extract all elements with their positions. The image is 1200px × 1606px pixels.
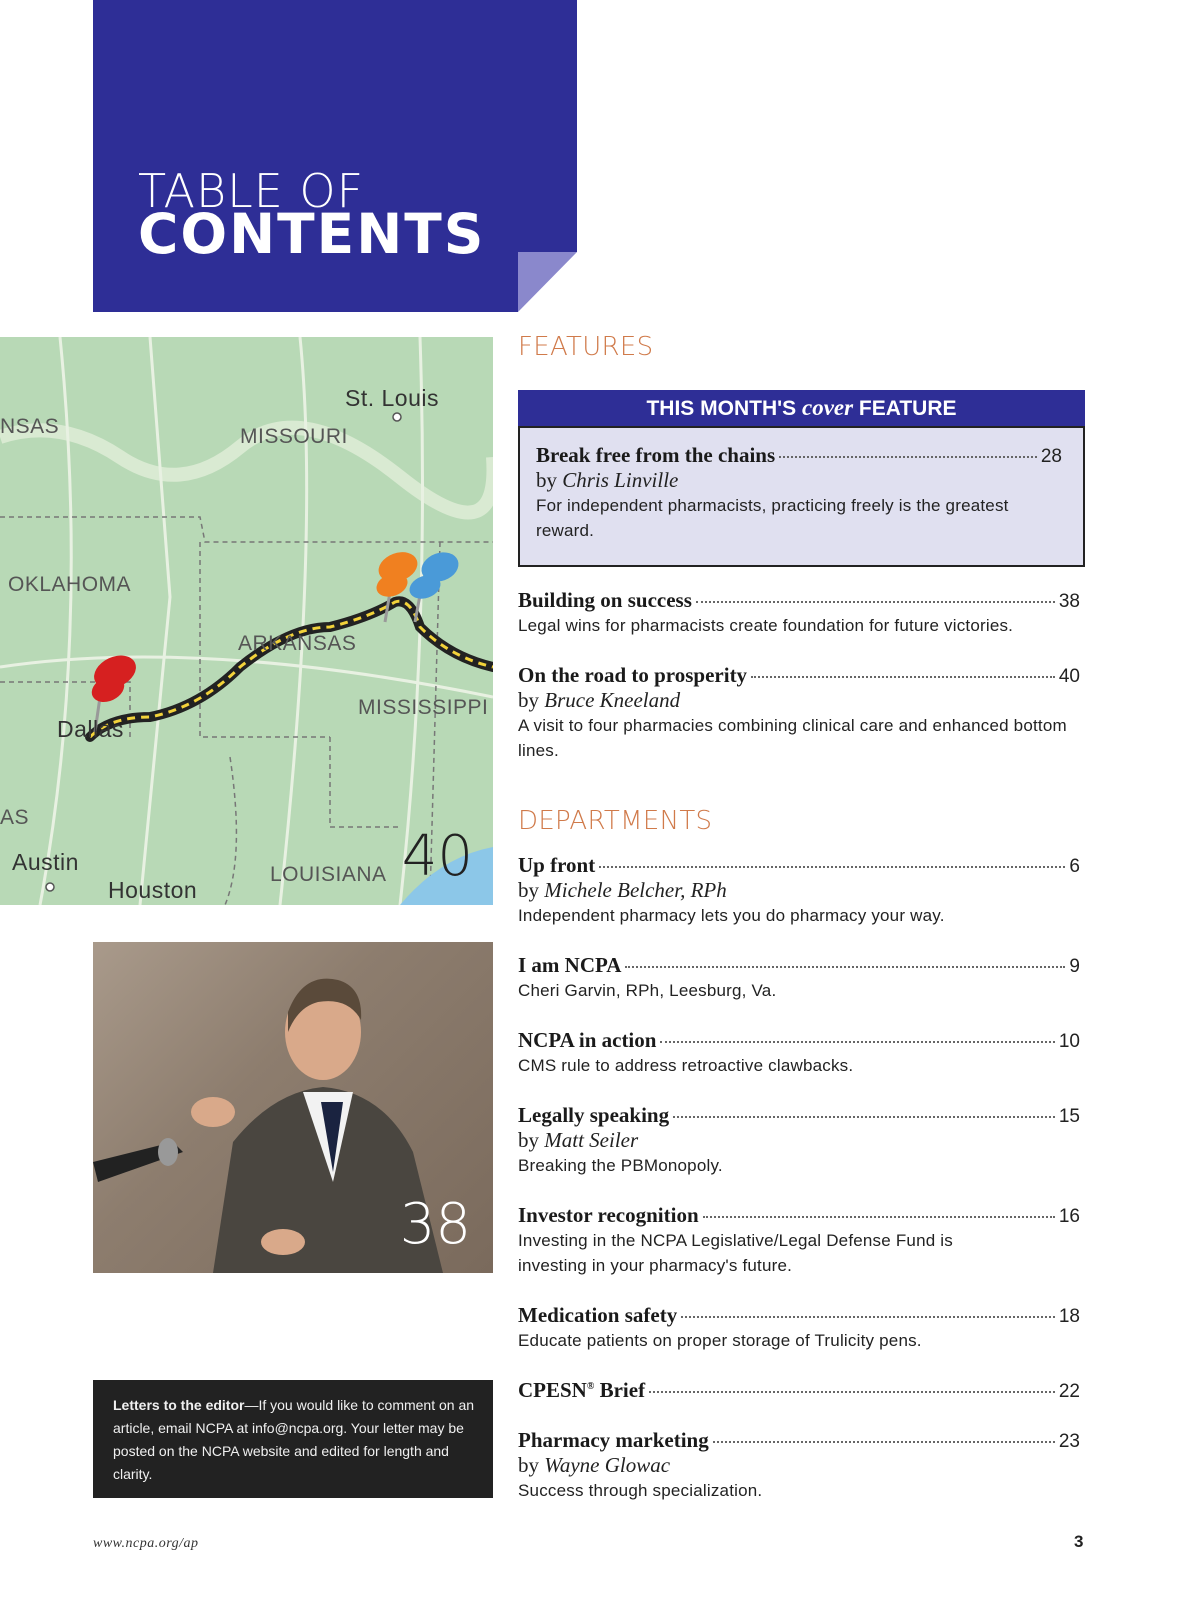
toc-entry-cover[interactable]	[536, 443, 1062, 543]
departments-heading: DEPARTMENTS	[518, 806, 713, 836]
toc-entry-medication-safety[interactable]	[518, 1303, 1080, 1353]
toc-entry-cpesn-brief[interactable]	[518, 1378, 1080, 1403]
toc-entry-by: by	[518, 1128, 545, 1152]
toc-entry-desc: Legal wins for pharmacists create foundation for future victories.	[518, 616, 1014, 635]
leader-dots	[625, 966, 1065, 968]
toc-entry-page: 23	[1058, 1431, 1080, 1452]
leader-dots	[696, 601, 1055, 603]
toc-entry-by: by	[518, 878, 545, 902]
toc-entry-title: Break free from the chains	[536, 443, 776, 467]
toc-entry-title: Building on success	[518, 588, 692, 612]
toc-entry-i-am-ncpa[interactable]	[518, 953, 1080, 1003]
toc-entry-road-to-prosperity[interactable]	[518, 663, 1080, 763]
leader-dots	[660, 1041, 1054, 1043]
leader-dots	[713, 1441, 1055, 1443]
toc-entry-title-main: CPESN	[518, 1378, 587, 1402]
toc-entry-title	[518, 1378, 645, 1403]
leader-dots	[673, 1116, 1055, 1118]
toc-entry-desc: CMS rule to address retroactive clawbacks.	[518, 1056, 854, 1075]
page-number: 3	[1074, 1532, 1084, 1551]
leader-dots	[649, 1391, 1055, 1393]
toc-entry-building-on-success[interactable]	[518, 588, 1080, 638]
toc-entry-page: 40	[1058, 666, 1080, 687]
leader-dots	[599, 866, 1065, 868]
toc-entry-ncpa-in-action[interactable]	[518, 1028, 1080, 1078]
toc-entry-page: 6	[1069, 856, 1080, 877]
map-label-arkansas: ARKANSAS	[238, 632, 357, 655]
letters-body: —If you would like to comment on an article, email NCPA at info@ncpa.org. Your letter may be posted on the NCPA website and edited for length and clarity.	[113, 1397, 475, 1482]
leader-dots	[751, 676, 1055, 678]
toc-entry-desc: A visit to four pharmacies combining clinical care and enhanced bottom lines.	[518, 716, 1067, 760]
toc-entry-by: by	[518, 688, 545, 712]
cover-banner-text-after: FEATURE	[853, 397, 957, 420]
toc-header-fold	[518, 252, 577, 312]
toc-entry-legally-speaking[interactable]	[518, 1103, 1080, 1178]
toc-entry-author: Wayne Glowac	[544, 1453, 671, 1477]
toc-entry-page: 16	[1058, 1206, 1080, 1227]
map-label-arkansas-partial: NSAS	[0, 415, 60, 438]
map-label-houston: Houston	[108, 877, 198, 903]
letters-lead: Letters to the editor	[113, 1397, 245, 1413]
toc-entry-author: Matt Seiler	[544, 1128, 639, 1152]
toc-entry-page: 10	[1058, 1031, 1080, 1052]
toc-entry-by: by	[536, 468, 563, 492]
toc-entry-desc: Investing in the NCPA Legislative/Legal Defense Fund is investing in your pharmacy's future.	[518, 1231, 953, 1275]
map-label-austin: Austin	[12, 849, 79, 875]
toc-entry-page: 9	[1069, 956, 1080, 977]
leader-dots	[779, 456, 1037, 458]
toc-entry-page: 22	[1058, 1381, 1080, 1402]
toc-entry-page: 28	[1040, 446, 1062, 467]
toc-entry-page: 38	[1058, 591, 1080, 612]
toc-entry-title: Investor recognition	[518, 1203, 699, 1227]
leader-dots	[703, 1216, 1055, 1218]
toc-entry-title: On the road to prosperity	[518, 663, 748, 687]
map-label-oklahoma: OKLAHOMA	[8, 573, 132, 596]
toc-entry-title: I am NCPA	[518, 953, 622, 977]
toc-entry-investor-recognition[interactable]	[518, 1203, 1080, 1278]
toc-entry-author: Michele Belcher, RPh	[544, 878, 727, 902]
toc-entry-title-after: Brief	[594, 1378, 646, 1402]
toc-entry-desc: Educate patients on proper storage of Trulicity pens.	[518, 1331, 922, 1350]
toc-entry-page: 15	[1058, 1106, 1080, 1127]
cover-feature-banner	[518, 390, 1085, 426]
toc-entry-desc: Breaking the PBMonopoly.	[518, 1156, 723, 1175]
cover-banner-text-before: THIS MONTH'S	[646, 397, 802, 420]
toc-entry-by: by	[518, 1453, 545, 1477]
letters-to-editor-box	[93, 1380, 493, 1498]
toc-entry-author: Chris Linville	[562, 468, 679, 492]
map-label-dallas: Dallas	[57, 716, 124, 742]
map-label-texas-partial: AS	[0, 806, 30, 829]
features-heading: FEATURES	[518, 332, 654, 362]
speaker-photo	[93, 942, 493, 1273]
toc-entry-title: Pharmacy marketing	[518, 1428, 709, 1452]
toc-entry-page: 18	[1058, 1306, 1080, 1327]
toc-entry-author: Bruce Kneeland	[544, 688, 681, 712]
toc-entry-up-front[interactable]	[518, 853, 1080, 928]
registered-mark: ®	[586, 1381, 595, 1392]
toc-title-line2: CONTENTS	[138, 202, 486, 266]
toc-title-line1: TABLE OF	[138, 164, 365, 218]
toc-entry-title: NCPA in action	[518, 1028, 657, 1052]
leader-dots	[681, 1316, 1055, 1318]
photo-page-number: 38	[399, 1192, 471, 1257]
map-label-st-louis: St. Louis	[345, 385, 439, 411]
toc-entry-desc: Independent pharmacy lets you do pharmacy your way.	[518, 906, 945, 925]
toc-entry-pharmacy-marketing[interactable]	[518, 1428, 1080, 1503]
toc-entry-title: Up front	[518, 853, 596, 877]
toc-entry-title: Legally speaking	[518, 1103, 670, 1127]
map-label-mississippi: MISSISSIPPI	[358, 696, 489, 719]
toc-entry-title: Medication safety	[518, 1303, 678, 1327]
toc-entry-desc: Success through specialization.	[518, 1481, 763, 1500]
toc-entry-desc: For independent pharmacists, practicing freely is the greatest reward.	[536, 496, 1009, 540]
cover-banner-italic: cover	[801, 395, 854, 420]
map-label-missouri: MISSOURI	[240, 425, 348, 448]
toc-entry-desc: Cheri Garvin, RPh, Leesburg, Va.	[518, 981, 777, 1000]
map-label-louisiana: LOUISIANA	[270, 863, 387, 886]
map-page-number: 40	[401, 824, 473, 889]
footer-url[interactable]: www.ncpa.org/ap	[93, 1536, 199, 1551]
road-trip-map	[0, 337, 493, 905]
